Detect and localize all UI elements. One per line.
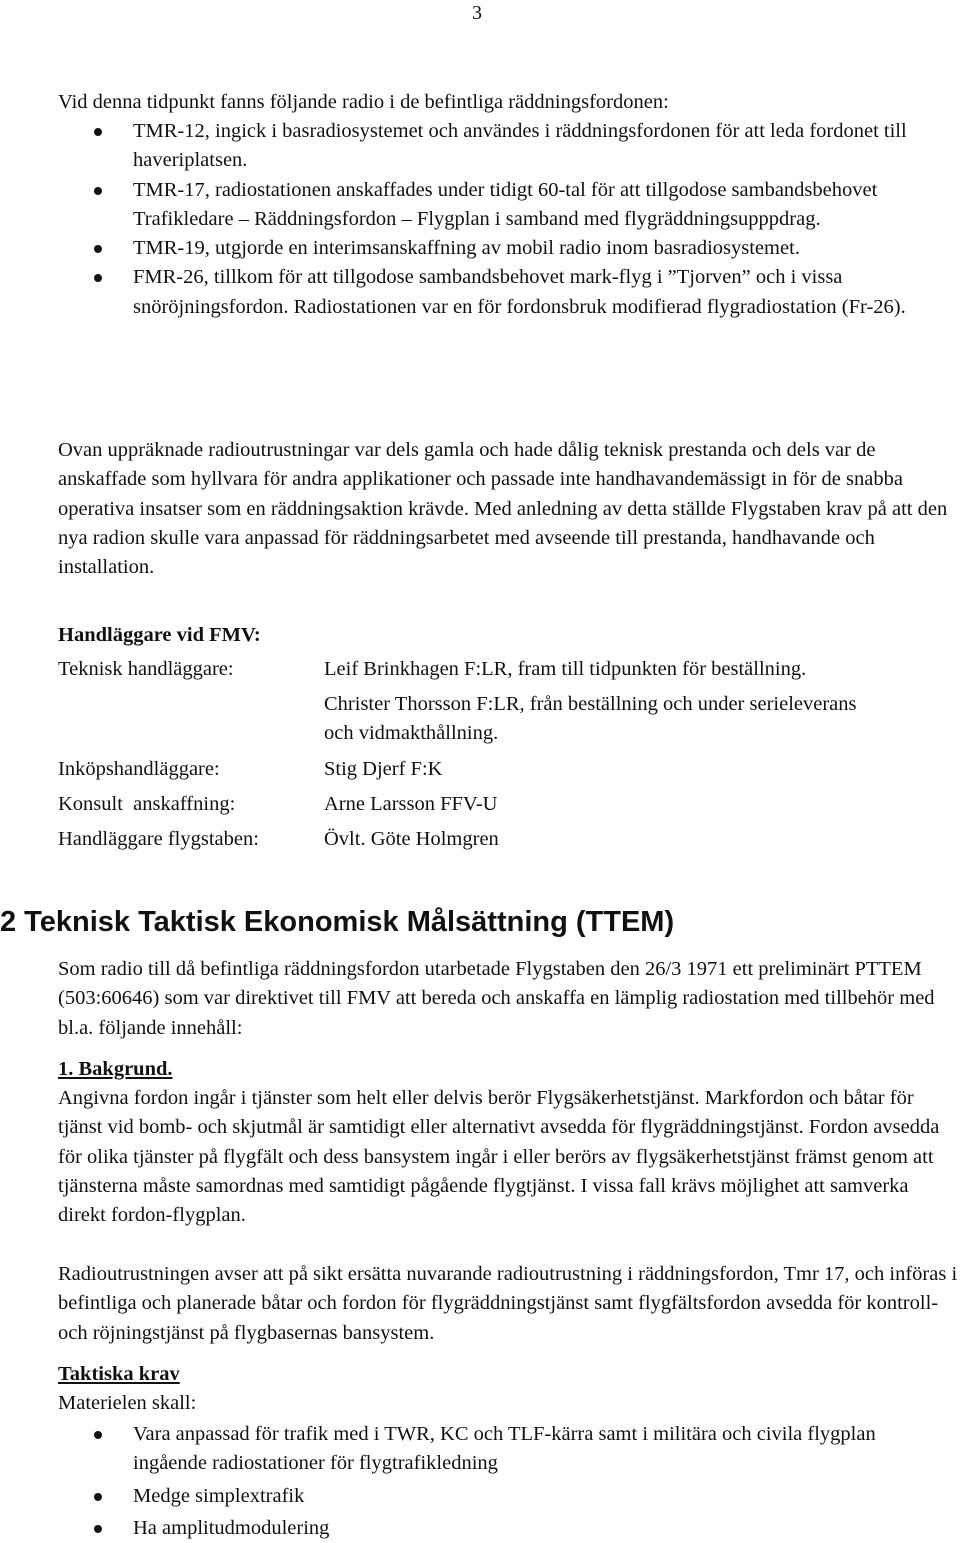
row-label: Teknisk handläggare: <box>58 658 234 680</box>
paragraph-1: Ovan uppräknade radioutrustningar var dels gamla och hade dålig teknisk prestanda och dels var de anskaffade som hyllvara för andra applikationer och passade inte handhavandemässigt in för de snabba operativa insatser som en räddningsaktion krävde. Med anledning av detta ställde Flygstaben krav på att den nya radion skulle vara anpassad för räddningsarbetet med avseende till prestanda, handhavande och installation. <box>58 439 948 579</box>
bakgrund-heading: 1. Bakgrund. <box>58 1058 173 1080</box>
row-value: Christer Thorsson F:LR, från beställning och under serieleverans och vidmakthållning. <box>324 693 857 745</box>
taktiska-heading: Taktiska krav <box>58 1363 180 1385</box>
bullet-icon <box>94 274 102 282</box>
row-label: Inköpshandläggare: <box>58 758 220 780</box>
list-item <box>58 1482 958 1511</box>
bullet-icon <box>94 187 102 195</box>
row-value: Övlt. Göte Holmgren <box>324 828 499 850</box>
list-item-text: TMR-12, ingick i basradiosystemet och användes i räddningsfordonen för att leda fordonet till haveriplatsen. <box>133 120 907 172</box>
section-heading: 2 Teknisk Taktisk Ekonomisk Målsättning (TTEM) <box>0 906 675 938</box>
list-item <box>58 117 958 176</box>
bullet-icon <box>94 1525 102 1533</box>
row-value: Leif Brinkhagen F:LR, fram till tidpunkten för beställning. <box>324 658 807 680</box>
list-item-text: TMR-19, utgjorde en interimsanskaffning av mobil radio inom basradiosystemet. <box>133 237 800 260</box>
handlaggare-title: Handläggare vid FMV: <box>58 624 261 646</box>
list-item-text: Vara anpassad för trafik med i TWR, KC och TLF-kärra samt i militära och civila flygplan ingående radiostationer för flygtrafikledning <box>133 1423 876 1475</box>
list-item-text: Medge simplextrafik <box>133 1484 305 1507</box>
bakgrund-paragraph-2: Radioutrustningen avser att på sikt ersätta nuvarande radioutrustning i räddningsfordon, Tmr 17, och införas i befintliga och planerade båtar och fordon för flygräddningstjänst samt flygfältsfordon avsedda för kontroll- och röjningstjänst på flygbasernas bansystem. <box>58 1263 958 1344</box>
list-item <box>58 1514 958 1543</box>
taktiska-heading-wrap <box>58 1360 958 1389</box>
list-item <box>58 234 958 263</box>
bullet-icon <box>94 1431 102 1439</box>
krav-list <box>58 1420 958 1543</box>
row-value: Arne Larsson FFV-U <box>324 793 498 815</box>
list-item-text: Ha amplitudmodulering <box>133 1516 330 1539</box>
list-item-text: FMR-26, tillkom för att tillgodose sambandsbehovet mark-flyg i ”Tjorven” och i vissa snöröjningsfordon. Radiostationen var en för fordonsbruk modifierad flygradiostation (Fr-26). <box>133 266 906 318</box>
section-intro: Som radio till då befintliga räddningsfordon utarbetade Flygstaben den 26/3 1971 ett preliminärt PTTEM (503:60646) som var direktivet till FMV att bereda och anskaffa en lämplig radiostation med tillbehör med bl.a. följande innehåll: <box>58 958 935 1039</box>
bullet-icon <box>94 245 102 253</box>
row-label: Handläggare flygstaben: <box>58 828 259 850</box>
row-value: Stig Djerf F:K <box>324 758 443 780</box>
materiel-label: Materielen skall: <box>58 1392 197 1414</box>
intro-text: Vid denna tidpunkt fanns följande radio i de befintliga räddningsfordonen: <box>58 91 669 113</box>
bakgrund-heading-wrap <box>58 1055 958 1084</box>
list-item <box>58 1420 933 1479</box>
bullet-icon <box>94 128 102 136</box>
radio-list <box>58 117 958 322</box>
bullet-icon <box>94 1493 102 1501</box>
bakgrund-paragraph-1: Angivna fordon ingår i tjänster som helt eller delvis berör Flygsäkerhetstjänst. Markfordon och båtar för tjänst vid bomb- och skjutmål är samtidigt eller alternativt avsedda för flygräddningstjänst. Fordon avsedda för olika tjänster på flygfält och dess bansystem ingår i eller berörs av flygsäkerhetstjänst främst genom att tjänsterna måste samordnas med samtidigt pågående flygtjänst. I vissa fall krävs möjlighet att samverka direkt fordon-flygplan. <box>58 1087 940 1227</box>
row-label: Konsult anskaffning: <box>58 793 236 815</box>
list-item <box>58 176 958 235</box>
list-item <box>58 263 958 322</box>
page-number: 3 <box>472 2 482 24</box>
list-item-text: TMR-17, radiostationen anskaffades under tidigt 60-tal för att tillgodose sambandsbehovet Trafikledare – Räddningsfordon – Flygplan i samband med flygräddningsupppdrag. <box>133 178 878 230</box>
